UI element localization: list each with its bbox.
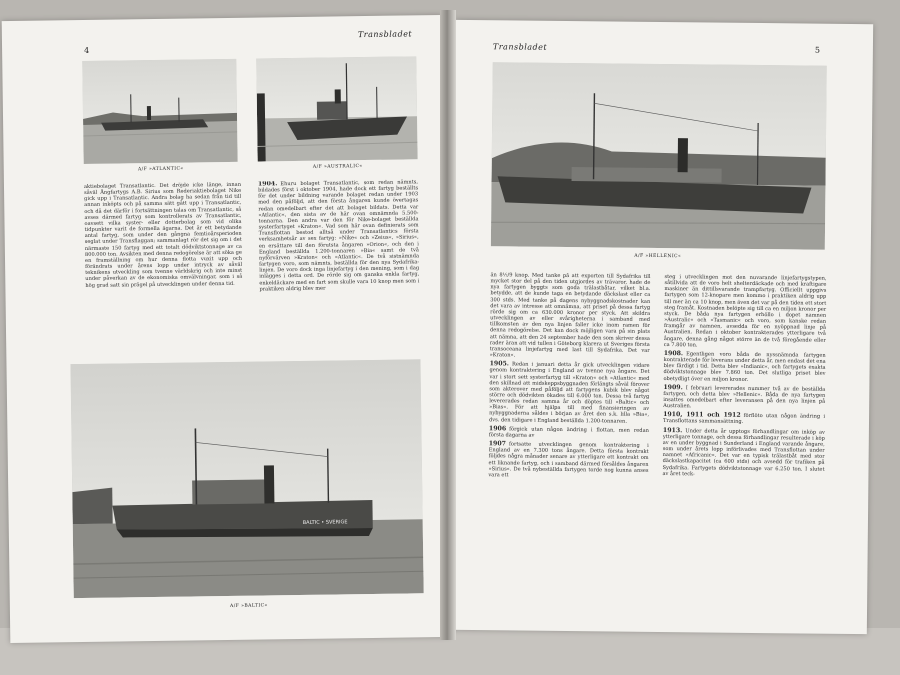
caption-australic: A/F »AUSTRALIC«	[312, 164, 363, 170]
caption-baltic: A/F »BALTIC«	[229, 603, 268, 609]
paragraph-1905: 1905. Redan i januari detta år gick utvecklingen vidare genom kontraktering i England av tvenne nya ångare. Det var i stort sett systerfartyg till »Kraton« och »Atlantic« med den skillnad att midskeppsbyggnaden förlängts såväl förover som akterover med påföljd att fartygens kubik blev något större och dödvikten ökades till 6.000 ton. Dessa två fartyg levererades redan samma år och döptes till »Baltic« och »Bias«. För att hjälpa till med finansieringen av nybyggnaderna såldes i början av året den s.k. lilla »Bia«, dvs. den tidigare i England beställda 1.200-tonnaren.	[488, 360, 650, 425]
year-heading: 1913.	[662, 426, 683, 434]
paragraph-1909: 1909. I februari levererades nummer två av de beställda fartygen, och detta blev »Hellenic«. Båda de nya fartygen insattes omedelbart efter leveransen på den nya linjen på Australien.	[663, 383, 826, 410]
running-head: Transbladet	[492, 42, 548, 52]
caption-atlantic: A/F »ATLANTIC«	[137, 166, 184, 173]
right-page	[449, 20, 873, 634]
paragraph-1908: 1908. Egentligen voro båda de nyssnämnda fartygen kontrakterade för leverans under detta år, men endast det ena blev färdigt i tid. Detta blev »Indianic«, och fartygets exakta dödviktstonnage blev 7.860 ton. Det slutliga priset blev obetydligt över en miljon kronor.	[663, 349, 826, 383]
paragraph: steg i utvecklingen mot den nuvarande linjefartygstypen, såtillvida att de voro helt shelterdäckade och med kraftigare maskiner än dittillsvarande trampfartyg. Officiellt uppgivs fartygen som 12-knopare men kommo i praktiken aldrig upp till mer än ca 10 knop, men även det var på den tiden ett stort steg framåt. Kostnaden belöpte sig till ca en miljon kronor per styck. De båda nya fartygen erhöllo i dopet namnen »Australic« och »Tasmanic« och voro, som kanske redan framgår av namnen, avsedda för en nyöppnad linje på Australien. Redan i oktober kontrakterades ytterligare två ångare, denna gång något större än de två föregående eller ca 7.800 ton.	[663, 274, 827, 349]
year-heading: 1905.	[489, 360, 510, 368]
text-column-1	[487, 272, 650, 604]
ship-hellenic-image	[491, 62, 827, 249]
year-heading: 1910, 1911 och 1912	[663, 411, 741, 420]
year-heading: 1907	[488, 440, 507, 448]
text-column-2	[258, 179, 420, 349]
page-number: 4	[84, 45, 90, 55]
paragraph-1913: 1913. Under detta år upptogs förhandlingar om inköp av ytterligare tonnage, och dessa förhandlingar resulterade i köp av en under byggnad i Sunderland i England varande ångare, som under årets lopp införlivades med Transflottan under namnet »Africanic«. Det var en typisk trälastbåt med stor däckslastkapacitet (ca 600 stds) och avsedd för trafiken på Sydafrika. Fartygets dödviktstonnage var 6.250 ton. I slutet av året teck-	[662, 426, 825, 478]
page-number: 5	[814, 45, 821, 55]
paragraph-1904: 1904. Ehuru bolaget Transatlantic, som redan nämnts, bildades först i oktober 1904, hade dock ett fartyg beställts för det under bildning varande bolaget redan under 1903 med den påföljd, att den första ångaren kunde övertagas redan omedelbart efter det att bolaget bildats. Detta var »Atlantic«, den sista av de här ovan omnämnda 5.500-tonnarna. Den andra var den för Nike-bolaget beställda systerfartyget »Kraton«. Vad som här ovan definierats som Transflottan bestod alltså under Transatlantics första verksamhetsår av sex fartyg: »Nike« och »Zeius«, »Sirius«, en ersättare till den förutsta ångaren »Orion«, och den i England beställda 1.200-tonnaren »Bia« samt de två nyförvärven »Kraton« och »Atlantic«. De två sistnämnda fartygen voro, som nämnts, beställda för den nya Sydafrika-linjen. De voro dock inga linjefartyg i den mening, som i dag inlägges i detta ord. De rörde sig om ganska enkla fartyg, enkeldäckare med en fart som skulle vara 10 knop men som i praktiken aldrig blev mer	[257, 179, 420, 293]
photo-hellenic	[491, 62, 827, 249]
caption-hellenic: A/F »HELLENIC«	[634, 253, 682, 260]
ship-australic-image	[256, 56, 417, 161]
year-heading: 1904.	[257, 180, 278, 188]
running-head: Transbladet	[357, 29, 413, 40]
ship-atlantic-image	[82, 59, 237, 164]
photo-atlantic	[82, 59, 237, 164]
text-column-1	[84, 182, 243, 352]
left-page	[2, 15, 451, 643]
paragraph: än 8½/9 knop. Med tanke på att exporten till Sydafrika till mycket stor del på den tiden utgjordes av trävaror, hade de nya fartygen byggts som goda trälastbåtar, vilket bl.a. betydde, att de kunde taga en betydande däckslast eller ca 300 stds. Med tanke på dagens nybyggnadskostnader kan det vara av intresse att omnämna, att priset på dessa fartyg rörde sig om ca 630.000 kronor per styck. Att skildra utvecklingen av eller svårigheterna i samband med tillkomsten av den nya linjen faller icke inom ramen för denna redogörelse. Det kan dock möjligen vara på sin plats att nämna, att den 24 september hade den som skriver dessa rader äran att vid tullen i Göteborg klarera ut Sveriges första transoceana linjefartyg med last till Sydafrika. Det var »Kraton«.	[489, 272, 651, 359]
year-heading: 1906	[488, 424, 507, 433]
photo-australic	[256, 56, 417, 161]
paragraph-1906: 1906 förgick utan någon ändring i flottan, men redan första dagarna av	[488, 424, 649, 439]
ship-baltic-image	[70, 359, 423, 598]
photo-baltic	[70, 359, 423, 598]
paragraph-1910-1912: 1910, 1911 och 1912 förflöto utan någon ändring i Transflottans sammansättning.	[662, 411, 826, 426]
ship-hull-name: BALTIC • SVERIGE	[302, 519, 348, 526]
text-column-2	[661, 274, 826, 606]
paragraph-1907: 1907 fortsatte utvecklingen genom kontraktering i England av en 7.300 tons ångare. Detta första kontrakt följdes några månader senare av ytterligare ett kontrakt om ett liknande fartyg, och i samband därmed försåldes ångaren »Sirius«. De två nybeställda fartygen torde nog kunna anses vara ett	[488, 440, 649, 479]
spine-gutter	[440, 10, 456, 640]
year-heading: 1909.	[663, 383, 683, 391]
year-heading: 1908.	[663, 349, 684, 358]
paragraph: aktiebolaget Transatlantic. Det dröjde icke länge, innan såväl Ångfartygs A.B. Sirius som Rederiaktiebolaget Nike gick upp i Transatlantic. Andra bolag ha sedan från tid till annan inköpts och på samma sätt gått upp i Transatlantic, och då det därför i fortsättningen talas om Transatlantic, så avses därmed fartyg som kontrollerats av Transatlantic, oavsett vilka syster- eller dotterbolag som vid olika tidpunkter varit de formella ägarna. Det är ett betydande antal fartyg, som under den gångna femtioårsperioden seglat under Transflaggan; sammanlagt rör det sig om i det närmaste 150 fartyg med ett totalt dödviktstonnage av ca 800.000 ton. Avsikten med denna redogörelse är att söka ge en framställning om hur denna flotta vuxit upp och förändrats under årens lopp under intryck av såväl teknikens utveckling som tvenne världskrig och inte minst under påverkan av de ekonomiska omvälvningar, som i så hög grad satt sin prägel på utvecklingen under denna tid.	[83, 181, 243, 289]
